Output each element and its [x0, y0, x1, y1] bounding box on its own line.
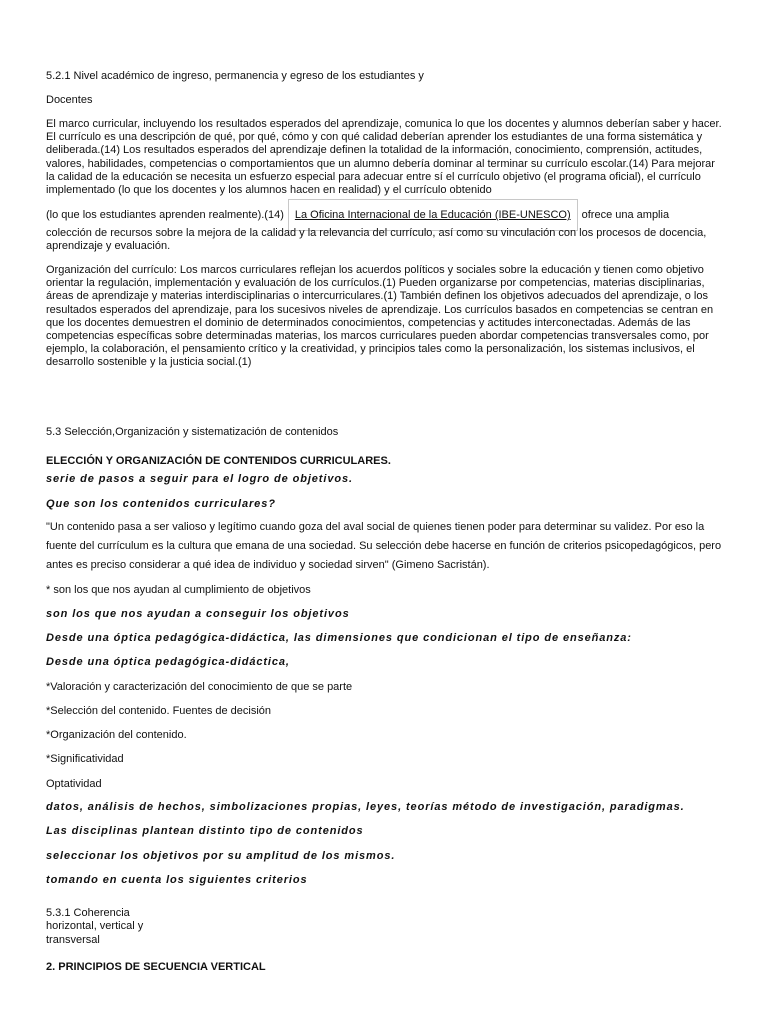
eleccion-title: ELECCIÓN Y ORGANIZACIÓN DE CONTENIDOS CURRICULARES.	[46, 455, 391, 467]
son-los-que-line: son los que nos ayudan a conseguir los objetivos	[46, 608, 350, 620]
docentes-heading: Docentes	[46, 94, 93, 106]
datos-line: datos, análisis de hechos, simbolizaciones propias, leyes, teorías método de investigación, paradigmas.	[46, 801, 685, 813]
curriculum-paragraph: El marco curricular, incluyendo los resultados esperados del aprendizaje, comunica lo que los docentes y alumnos deberían saber y hacer. El currículo es una descripción de qué, por qué, cómo y con qué calidad deberían aprender los estudiantes de una forma sistemática y deliberada.(14) Los resultados esperados del aprendizaje definen la totalidad de la información, conocimiento, comprensión, actitudes, valores, habilidades, competencias o comportamientos que un alumno debería dominar al terminar su currículo escolar.(14) Para mejorar la calidad de la educación se necesita un esfuerzo especial para adecuar entre sí el currículo objetivo (el programa oficial), el currículo implementado (lo que los docentes y los alumnos hacen en realidad) y el currículo obtenido	[46, 118, 722, 197]
organizacion-paragraph: Organización del currículo: Los marcos curriculares reflejan los acuerdos políticos y sociales sobre la educación y tienen como objetivo orientar la regulación, implementación y evaluación de los currículos.(1) Pueden organizarse por competencias, materias disciplinarias, áreas de aprendizaje y materias interdisciplinarias o intercurriculares.(1) También definen los objetivos adecuados del aprendizaje, o los resultados esperados del aprendizaje, para los sucesivos niveles de aprendizaje. Los currículos basados en competencias se centran en que los docentes demuestren el dominio de determinados conocimientos, competencias y actitudes interconectadas. Además de las competencias específicas sobre determinadas materias, los marcos curriculares pueden abordar competencias transversales como, por ejemplo, la colaboración, el pensamiento crítico y la creatividad, y principios tales como la personalización, los sistemas inclusivos, el desarrollo sostenible y la justicia social.(1)	[46, 264, 714, 369]
seleccionar-line: seleccionar los objetivos por su amplitud de los mismos.	[46, 850, 396, 862]
curriculum-paragraph-continuation: colección de recursos sobre la mejora de la calidad y la relevancia del currículo, así como su vinculación con los procesos de docencia, aprendizaje y evaluación.	[46, 227, 707, 253]
item-significatividad: *Significatividad	[46, 753, 124, 765]
gimeno-quote: "Un contenido pasa a ser valioso y legítimo cuando goza del aval social de quienes tienen poder para determinar su validez. Por eso la fuente del currículum es la cultura que emana de una sociedad. Su selección debe hacerse en función de criterios psicopedagógicos, pero antes es preciso considerar a qué idea de individuo y sociedad sirven" (Gimeno Sacristán).	[46, 521, 722, 571]
coherencia-line-1: 5.3.1 Coherencia	[46, 907, 130, 919]
item-valoracion: *Valoración y caracterización del conocimiento de que se parte	[46, 681, 353, 693]
principios-heading: 2. PRINCIPIOS DE SECUENCIA VERTICAL	[46, 961, 266, 973]
desde-optica-line-1: Desde una óptica pedagógica-didáctica, las dimensiones que condicionan el tipo de enseñanza:	[46, 632, 632, 644]
coherencia-line-3: transversal	[46, 934, 100, 946]
star-objetivos-line: * son los que nos ayudan al cumplimiento de objetivos	[46, 584, 311, 596]
item-optatividad: Optatividad	[46, 778, 102, 790]
section-heading-521: 5.2.1 Nivel académico de ingreso, permanencia y egreso de los estudiantes y	[46, 70, 424, 82]
disciplinas-line: Las disciplinas plantean distinto tipo de contenidos	[46, 825, 364, 837]
section-heading-53: 5.3 Selección,Organización y sistematización de contenidos	[46, 426, 339, 438]
serie-line: serie de pasos a seguir para el logro de objetivos.	[46, 473, 353, 485]
que-son-question: Que son los contenidos curriculares?	[46, 498, 276, 510]
ibe-unesco-link[interactable]: La Oficina Internacional de la Educación (IBE-UNESCO)	[294, 209, 571, 221]
desde-optica-line-2: Desde una óptica pedagógica-didáctica,	[46, 656, 290, 668]
item-organizacion: *Organización del contenido.	[46, 729, 187, 741]
link-line-end: ofrece una amplia	[581, 208, 670, 221]
item-seleccion: *Selección del contenido. Fuentes de decisión	[46, 705, 272, 717]
link-line-start: (lo que los estudiantes aprenden realmente).(14)	[46, 208, 284, 221]
tomando-line: tomando en cuenta los siguientes criterios	[46, 874, 308, 886]
coherencia-line-2: horizontal, vertical y	[46, 920, 144, 932]
